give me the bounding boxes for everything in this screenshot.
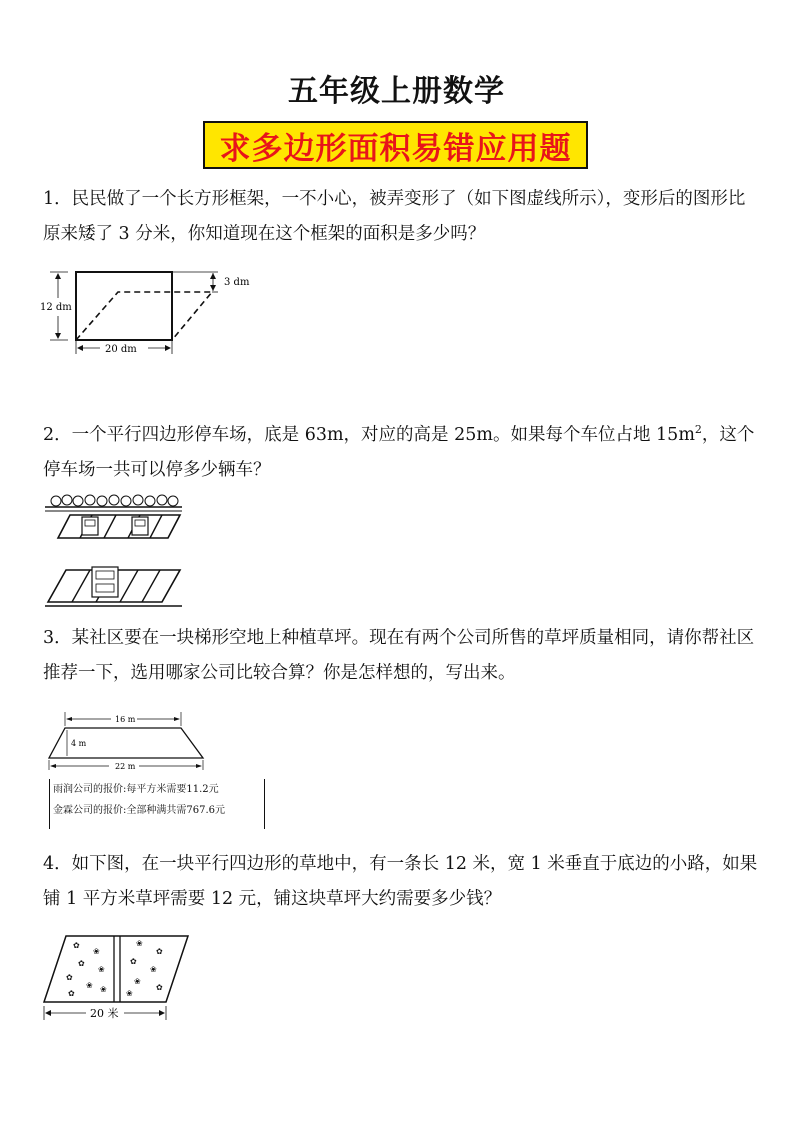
- svg-text:✿: ✿: [156, 947, 163, 956]
- svg-text:✿: ✿: [73, 941, 80, 950]
- svg-text:✿: ✿: [130, 957, 137, 966]
- question-2: 2．一个平行四边形停车场，底是 63m，对应的高是 25m。如果每个车位占地 $15m^2$，这个停车场一共可以停多少辆车？: [43, 423, 755, 480]
- label-trapezoid-height: 4 m: [71, 739, 87, 748]
- label-width: 20 dm: [105, 344, 137, 355]
- lawn-figure: [38, 932, 198, 1022]
- svg-text:❀: ❀: [126, 989, 133, 998]
- label-base: 20 米: [90, 1007, 119, 1020]
- svg-text:❀: ❀: [86, 981, 93, 990]
- question-3: 3．某社区要在一块梯形空地上种植草坪。现在有两个公司所售的草坪质量相同，请你帮社区推荐一下，选用哪家公司比较合算？你是怎样想的，写出来。: [43, 628, 755, 683]
- svg-text:✿: ✿: [156, 983, 163, 992]
- label-height: 12 dm: [40, 302, 72, 313]
- price-quotes: [49, 779, 265, 829]
- svg-text:❀: ❀: [136, 939, 143, 948]
- parking-lot-figure-2: [40, 562, 185, 610]
- svg-text:✿: ✿: [66, 973, 73, 982]
- svg-text:❀: ❀: [98, 965, 105, 974]
- question-1-figure: [38, 268, 268, 363]
- label-top: 16 m: [115, 715, 136, 724]
- svg-text:✿: ✿: [78, 959, 85, 968]
- label-shrink: 3 dm: [224, 277, 250, 288]
- svg-text:❀: ❀: [134, 977, 141, 986]
- svg-text:❀: ❀: [93, 947, 100, 956]
- question-1: 1．民民做了一个长方形框架，一不小心，被弄变形了（如下图虚线所示），变形后的图形比原来矮了 3 分米，你知道现在这个框架的面积是多少吗？: [43, 189, 746, 244]
- question-4: 4．如下图，在一块平行四边形的草地中，有一条长 12 米，宽 1 米垂直于底边的小路，如果铺 1 平方米草坪需要 12 元，铺这块草坪大约需要多少钱？: [43, 854, 758, 909]
- parking-lot-figure-1: [40, 493, 185, 545]
- svg-text:❀: ❀: [100, 985, 107, 994]
- label-bottom: 22 m: [115, 762, 136, 771]
- trapezoid-figure: [45, 710, 215, 772]
- svg-text:❀: ❀: [150, 965, 157, 974]
- subtitle-text: 求多边形面积易错应用题: [219, 130, 572, 167]
- subtitle-banner: [203, 121, 588, 169]
- page-title: 五年级上册数学: [288, 74, 505, 109]
- svg-text:✿: ✿: [68, 989, 75, 998]
- quote-yurun: 雨润公司的报价:每平方米需要11.2元: [53, 784, 219, 795]
- quote-jinlin: 金霖公司的报价:全部种满共需767.6元: [53, 805, 225, 816]
